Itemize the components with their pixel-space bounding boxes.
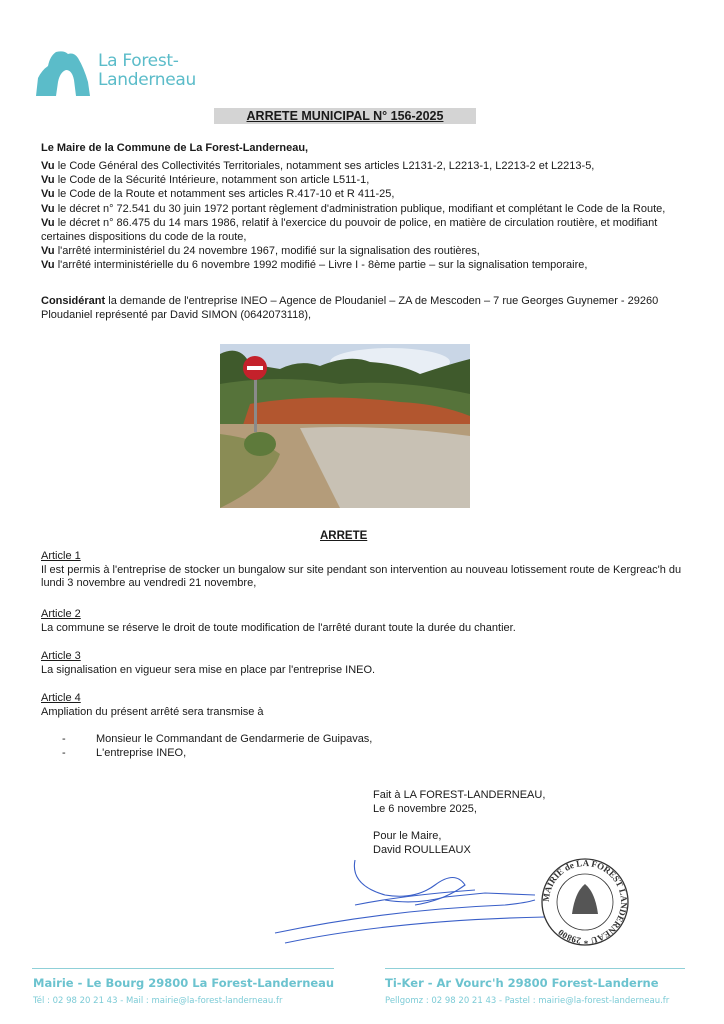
list-dash: - xyxy=(62,733,66,745)
vu-prefix: Vu xyxy=(41,202,55,215)
list-text: Monsieur le Commandant de Gendarmerie de Guipavas, xyxy=(96,733,373,745)
vu-item xyxy=(41,244,691,258)
footer-divider-right xyxy=(385,968,685,969)
signature-block xyxy=(373,789,545,857)
arrete-heading: ARRETE xyxy=(320,530,368,542)
signature-place: Fait à LA FOREST-LANDERNEAU, xyxy=(373,789,546,801)
ampliation-list xyxy=(62,732,372,760)
vu-text: le Code de la Route et notamment ses articles R.417-10 et R 411-25, xyxy=(54,188,395,201)
list-text: L'entreprise INEO, xyxy=(96,747,187,759)
article-text: La signalisation en vigueur sera mise en place par l'entreprise INEO. xyxy=(41,663,376,676)
list-dash: - xyxy=(62,747,66,759)
footer-right-title: Ti-Ker - Ar Vourc'h 29800 Forest-Landerne xyxy=(385,976,659,990)
commune-logo xyxy=(34,48,197,100)
stamp-figure-icon xyxy=(572,884,598,914)
article-text: La commune se réserve le droit de toute modification de l'arrêté durant toute la durée du chantier. xyxy=(41,621,516,634)
document-title xyxy=(214,108,476,124)
footer-left-title: Mairie - Le Bourg 29800 La Forest-Landerneau xyxy=(33,976,335,990)
article-3 xyxy=(41,650,691,677)
vu-prefix: Vu xyxy=(41,160,55,172)
vu-item xyxy=(41,173,691,187)
vu-prefix: Vu xyxy=(41,259,55,272)
vu-prefix: Vu xyxy=(41,216,55,229)
vu-text: le Code Général des Collectivités Territoriales, notamment ses articles L2131-2, L2213-1, L2213-2 et L2213-5, xyxy=(54,160,595,172)
mairie-stamp xyxy=(540,854,630,950)
vu-item xyxy=(41,258,691,272)
vu-text: le Code de la Sécurité Intérieure, notamment son article L511-1, xyxy=(54,174,370,187)
vu-text: le décret n° 72.541 du 30 juin 1972 portant règlement d'administration publique, modifiant et complétant le Code de la Route, xyxy=(54,202,666,215)
vu-item xyxy=(41,216,691,244)
vu-item xyxy=(41,187,691,201)
considerant xyxy=(41,294,691,322)
article-heading: Article 1 xyxy=(41,550,81,562)
document-title-text: ARRETE MUNICIPAL N° 156-2025 xyxy=(246,109,444,123)
site-photo-image xyxy=(220,344,470,508)
signature-for: Pour le Maire, xyxy=(373,830,442,842)
vu-text: le décret n° 86.475 du 14 mars 1986, relatif à l'exercice du pouvoir de police, en matière de circulation routière, et modifiant certaines dispositions du code de la route, xyxy=(41,216,658,244)
vu-item xyxy=(41,159,691,173)
maire-heading: Le Maire de la Commune de La Forest-Landerneau, xyxy=(41,142,309,154)
vu-prefix: Vu xyxy=(41,174,55,187)
considerant-prefix: Considérant xyxy=(41,295,106,307)
site-photo xyxy=(220,344,470,508)
vu-prefix: Vu xyxy=(41,188,55,201)
handwritten-signature xyxy=(265,855,555,950)
signature-date: Le 6 novembre 2025, xyxy=(373,802,477,815)
considerant-text: la demande de l'entreprise INEO – Agence de Ploudaniel – ZA de Mescoden – 7 rue Georges Guynemer - 29260 Ploudaniel représenté par David SIMON (0642073118), xyxy=(41,295,659,322)
article-4 xyxy=(41,692,691,719)
vu-prefix: Vu xyxy=(41,245,55,258)
article-heading: Article 2 xyxy=(41,608,81,620)
article-heading: Article 3 xyxy=(41,650,81,662)
vu-text: l'arrêté interministériel du 24 novembre 1967, modifié sur la signalisation des routières, xyxy=(54,245,480,258)
footer-left-contact: Tél : 02 98 20 21 43 - Mail : mairie@la-forest-landerneau.fr xyxy=(33,996,283,1006)
article-2 xyxy=(41,608,691,635)
footer-right-contact: Pellgomz : 02 98 20 21 43 - Pastel : mairie@la-forest-landerneau.fr xyxy=(385,996,670,1006)
vu-text: l'arrêté interministérielle du 6 novembre 1992 modifié – Livre I - 8ème partie – sur la signalisation temporaire, xyxy=(54,259,588,272)
article-heading: Article 4 xyxy=(41,692,81,704)
vu-list xyxy=(41,159,691,273)
article-text: Il est permis à l'entreprise de stocker un bungalow sur site pendant son intervention au nouveau lotissement route de Kergreac'h du lundi 3 novembre au vendredi 21 novembre, xyxy=(41,563,682,589)
list-item xyxy=(62,732,372,746)
logo-text xyxy=(98,52,196,90)
signatory-name: David ROULLEAUX xyxy=(373,843,471,856)
arch-logo-icon xyxy=(34,48,94,100)
article-1 xyxy=(41,550,691,591)
footer-divider-left xyxy=(32,968,334,969)
logo-text-line1: La Forest- xyxy=(98,51,179,71)
list-item xyxy=(62,746,372,760)
logo-text-line2: Landerneau xyxy=(98,70,197,90)
article-text: Ampliation du présent arrêté sera transmise à xyxy=(41,705,264,718)
vu-item xyxy=(41,202,691,216)
stamp-text: MAIRIE de LA FOREST LANDERNEAU * 29800 xyxy=(540,857,630,947)
